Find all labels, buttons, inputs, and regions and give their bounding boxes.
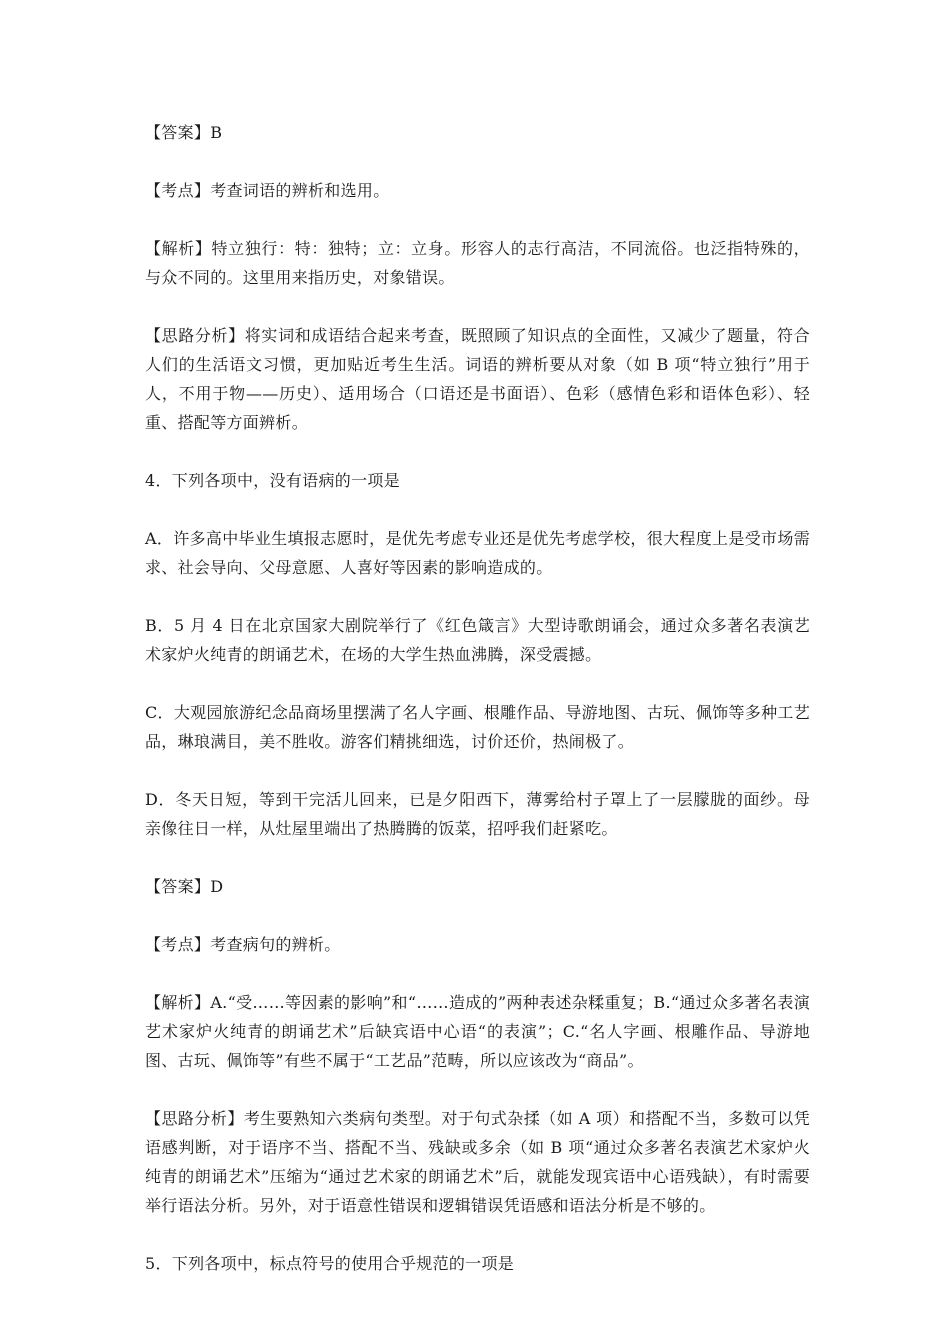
kaodian-label-2: 【考点】考查病句的辨析。 <box>145 935 341 954</box>
answer-label: 【答案】B <box>145 123 223 142</box>
answer-label-2: 【答案】D <box>145 877 224 896</box>
question-5-stem: 5．下列各项中，标点符号的使用合乎规范的一项是 <box>145 1254 515 1273</box>
silu-paragraph-2: 【思路分析】考生要熟知六类病句类型。对于句式杂揉（如 A 项）和搭配不当，多数可以凭语感判断，对于语序不当、搭配不当、残缺或多余（如 B 项“通过众多著名表演艺术家炉火纯青的朗诵艺术”压缩为“通过艺术家的朗诵艺术”后，就能发现宾语中心语残缺），有时需要举行语法分析。另外，对于语意性错误和逻辑错误凭语感和语法分析是不够的。 <box>145 1109 810 1215</box>
jiexi-paragraph-2: 【解析】A.“受……等因素的影响”和“……造成的”两种表述杂糅重复；B.“通过众多著名表演艺术家炉火纯青的朗诵艺术”后缺宾语中心语“的表演”；C.“名人字画、根雕作品、导游地图、古玩、佩饰等”有些不属于“工艺品”范畴，所以应该改为“商品”。 <box>145 993 810 1070</box>
silu-paragraph: 【思路分析】将实词和成语结合起来考查，既照顾了知识点的全面性，又减少了题量，符合人们的生活语文习惯，更加贴近考生生活。词语的辨析要从对象（如 B 项“特立独行”用于人，不用于物——历史）、适用场合（口语还是书面语）、色彩（感情色彩和语体色彩）、轻重、搭配等方面辨析。 <box>145 326 810 432</box>
document-page <box>145 118 810 1307</box>
question-4-stem: 4．下列各项中，没有语病的一项是 <box>145 471 400 490</box>
option-b: B．5 月 4 日在北京国家大剧院举行了《红色箴言》大型诗歌朗诵会，通过众多著名表演艺术家炉火纯青的朗诵艺术，在场的大学生热血沸腾，深受震撼。 <box>145 616 810 664</box>
option-a: A．许多高中毕业生填报志愿时，是优先考虑专业还是优先考虑学校，很大程度上是受市场需求、社会导向、父母意愿、人喜好等因素的影响造成的。 <box>145 529 810 577</box>
option-d: D．冬天日短，等到干完活儿回来，已是夕阳西下，薄雾给村子罩上了一层朦胧的面纱。母亲像往日一样，从灶屋里端出了热腾腾的饭菜，招呼我们赶紧吃。 <box>145 790 810 838</box>
kaodian-label: 【考点】考查词语的辨析和选用。 <box>145 181 390 200</box>
jiexi-paragraph: 【解析】特立独行：特：独特；立：立身。形容人的志行高洁，不同流俗。也泛指特殊的，与众不同的。这里用来指历史，对象错误。 <box>145 239 810 287</box>
option-c: C．大观园旅游纪念品商场里摆满了名人字画、根雕作品、导游地图、古玩、佩饰等多种工艺品，琳琅满目，美不胜收。游客们精挑细选，讨价还价，热闹极了。 <box>145 703 810 751</box>
